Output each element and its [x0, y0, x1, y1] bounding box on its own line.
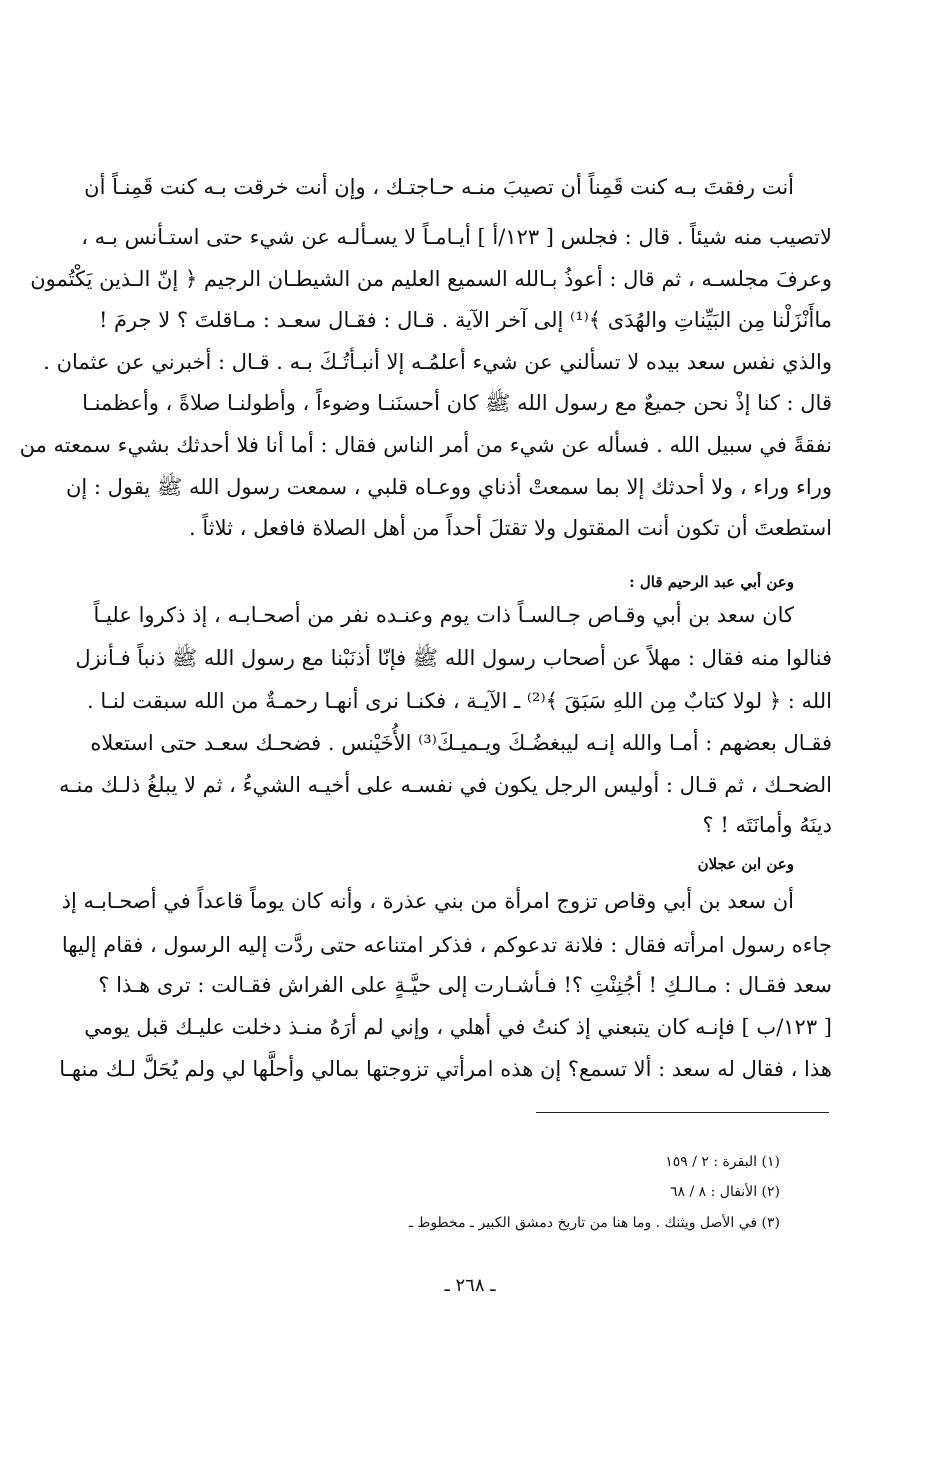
paragraph-line: الله : ﴿ لولا كتابٌ مِن اللهِ سَبَقَ ﴾⁽²⁾ ـ الآيـة ، فكنـا نرى أنهـا رحمـةٌ من الله سبقت لنـا .: [86, 689, 832, 713]
paragraph-line: دينَهُ وأمانَتَه ! ؟: [702, 813, 832, 837]
paragraph-line: جاءه رسول امرأته فقال : فلانة تدعوكم ، فذكر امتناعه حتى ردَّت إليه الرسول ، فقام إليها: [61, 933, 832, 957]
paragraph-line: نفقةً في سبيل الله . فسأله عن شيء من أمر الناس فقال : أما أنا فلا أحدثك بشيء سمعته من: [19, 433, 832, 457]
paragraph-line: ماأَنْزَلْنا مِن البَيِّناتِ والهُدَى ﴾⁽¹⁾ إلى آخر الآية . قـال : فقـال سعـد : مـاقلتَ ؟ لا جرمَ !: [98, 308, 832, 332]
page-number: ـ ٢٦٨ ـ: [444, 1275, 496, 1296]
paragraph-line: هذا ، فقال له سعد : ألا تسمع؟ إن هذه امرأتي تزوجتها بمالي وأحلَّها لي ولم يُحَلَّ لـك منهـا: [59, 1057, 832, 1081]
paragraph-line: والذي نفس سعد بيده لا تسألني عن شيء أعلمُـه إلا أنبـأتُـكَ بـه . قـال : أخبرني عن عثمان .: [43, 350, 832, 374]
paragraph-line: فقـال بعضهم : أمـا والله إنـه ليبغضُـكَ ويـميـكَ⁽³⁾ الأُخَيْنس . فضحـك سعـد حتى استعلاه: [90, 731, 832, 755]
paragraph-line: [ ١٢٣/ب ] فإنـه كان يتبعني إذ كنتُ في أهلي ، وإني لم أرَهُ منـذ دخلت عليـك قبل يومي: [84, 1015, 832, 1039]
paragraph-line: سعد فقـال : مـالـكِ ! أجُنِنْتِ ؟! فـأشـارت إلى حيَّـةٍ على الفراش فقـالت : ترى هـذا ؟: [98, 973, 832, 997]
paragraph-line: فنالوا منه فقال : مهلاً عن أصحاب رسول الله ﷺ فإنّا أذنَبْنا مع رسول الله ﷺ ذنباً فـأنزل: [75, 646, 832, 670]
paragraph-line: استطعتَ أن تكون أنت المقتول ولا تقتلَ أحداً من أهل الصلاة فافعل ، ثلاثاً .: [188, 516, 832, 540]
section-heading: وعن ابن عجلان: [697, 855, 794, 873]
paragraph-line: كان سعد بن أبي وقـاص جـالسـاً ذات يوم وعنـده نفر من أصحـابـه ، إذ ذكروا عليـاً: [93, 603, 794, 627]
paragraph-line: وعرفَ مجلسـه ، ثم قال : أعوذُ بـالله السميع العليم من الشيطـان الرجيم ﴿ إنّ الـذين يَكْتُمون: [30, 267, 832, 291]
footnote: (١) البقرة : ٢ / ١٥٩: [665, 1154, 780, 1170]
section-heading: وعن أبي عبد الرحيم قال :: [629, 573, 794, 591]
paragraph-line: وراء وراء ، ولا أحدثك إلا بما سمعتْ أذناي ووعـاه قلبي ، سمعت رسول الله ﷺ يقول : إن: [66, 475, 832, 499]
paragraph-line: لاتصيب منه شيئاً . قال : فجلس [ ١٢٣/أ ] أيـامـاً لا يسـألـه عن شيء حتى استـأنس بـه ،: [81, 225, 832, 249]
paragraph-line: أن سعد بن أبي وقاص تزوج امرأة من بني عذرة ، وأنه كان يوماً قاعداً في أصحـابـه إذ: [61, 889, 794, 913]
footnote: (٢) الأنفال : ٨ / ٦٨: [669, 1184, 780, 1200]
paragraph-line: الضحـك ، ثم قـال : أوليس الرجل يكون في نفسـه على أخيـه الشيءُ ، ثم لا يبلغُ ذلـك منـه: [59, 773, 832, 797]
paragraph-line: أنت رفقتَ بـه كنت قَمِناً أن تصيبَ منـه حـاجتـك ، وإن أنت خرقت بـه كنت قَمِنـاً أن: [84, 175, 794, 199]
footnote-divider: [536, 1112, 829, 1113]
footnote: (٣) في الأصل ويثنك . وما هنا من تاريخ دمشق الكبير ـ مخطوط ـ: [408, 1215, 780, 1231]
paragraph-line: قال : كنا إذْ نحن جميعٌ مع رسول الله ﷺ كان أحسنَنـا وضوءاً ، وأطولنـا صلاةً ، وأعظمنـا: [82, 391, 832, 415]
